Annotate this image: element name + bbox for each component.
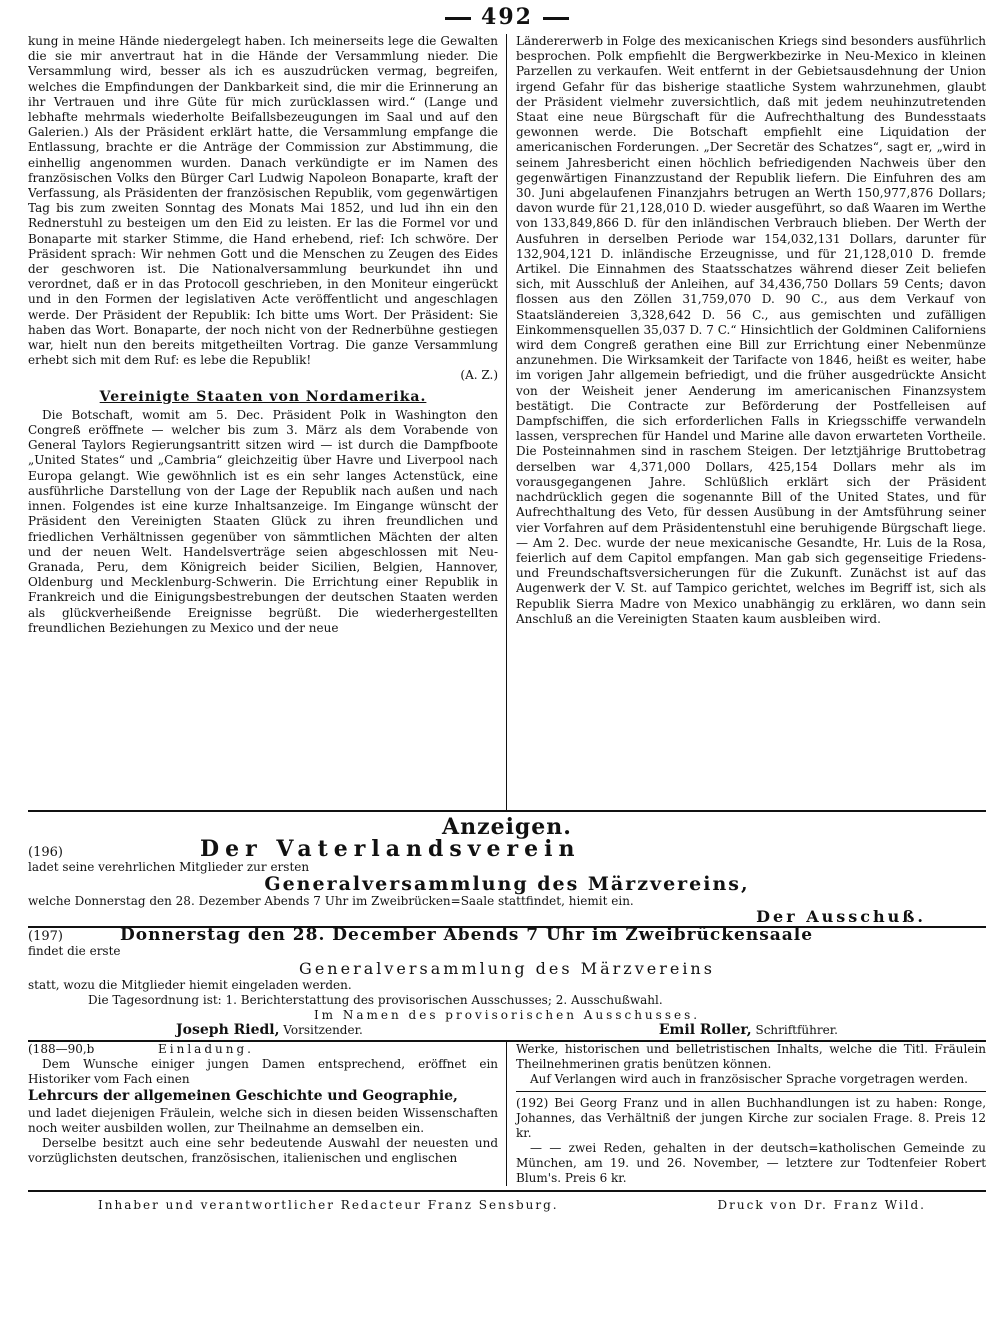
article-paragraph: Die Botschaft, womit am 5. Dec. Präsident Polk in Washington den Congreß eröffnete — welcher bis zum 3. März als dem Vorabende von General Taylors Regierungsantritt sitzen wird — ist durch die Dampfboote „United States“ und „Cambria“ gleichzeitig über Havre und Liverpool nach Europa gelangt. Wie gewöhnlich ist es ein sehr langes Actenstück, eine ausführliche Darstellung von der Lage der Republik nach außen und nach innen. Folgendes ist eine kurze Inhaltsanzeige. Im Eingange wünscht der Präsident den Vereinigten Staaten Glück zu ihren freundlichen und friedlichen Verhältnissen gegenüber von sämmtlichen Mächten der alten und der neuen Welt. Handelsverträge seien abgeschlossen mit Neu-Granada, Peru, dem Königreich beider Sicilien, Belgien, Hannover, Oldenburg und Mecklenburg-Schwerin. Die Errichtung einer Republik in Frankreich und die Einigungsbestrebungen der deutschen Staaten werden als glückverheißende Ereignisse begrüßt. Die wiederhergestellten freundlichen Beziehungen zu Mexico und der neue [28,407,499,635]
advertisement-192 [516,1096,986,1186]
ad-text: — — zwei Reden, gehalten in der deutsch=katholischen Gemeinde zu München, am 19. und 26. November, — letztere zur Todtenfeier Robert Blum's. Preis 6 kr. [516,1141,987,1185]
signature-name: Joseph Riedl, [176,1022,280,1038]
ad-headline: Donnerstag den 28. December Abends 7 Uhr im Zweibrückensaale [120,925,814,945]
ad-title: Einladung. [158,1042,254,1056]
bottom-ad-columns [28,1042,986,1186]
bottom-right-ads [516,1042,986,1186]
signature-chair [176,1023,363,1038]
imprint-editor: Inhaber und verantwortlicher Redacteur Franz Sensburg. [98,1198,559,1212]
ad-text: Im Namen des provisorischen Ausschusses. [313,1008,701,1022]
ad-text: statt, wozu die Mitglieder hiemit eingeladen werden. [28,978,352,992]
ad-signatures [28,1023,986,1038]
signature-role: Vorsitzender. [283,1023,363,1037]
ad-title: Der Vaterlandsverein [200,836,581,862]
page-number: 492 [28,0,986,34]
ad-text: findet die erste [28,944,121,958]
advertisement-197 [28,925,986,1038]
ad-text: Die Tagesordnung ist: 1. Berichterstattung des provisorischen Ausschusses; 2. Ausschußwahl. [88,993,663,1007]
ad-text: Dem Wunsche einiger jungen Damen entsprechend, eröffnet ein Historiker vom Fach einen [28,1057,499,1086]
ad-number: (196) [28,845,63,860]
ad-text: Derselbe besitzt auch eine sehr bedeutende Auswahl der neuesten und vorzüglichsten deutschen, französischen, italienischen und englischen [28,1136,499,1165]
ad-signature: Der Ausschuß. [756,907,926,926]
advertisements-title: Anzeigen. [442,814,572,840]
ad-text: ladet seine verehrlichen Mitglieder zur ersten [28,860,310,874]
advertisement-188 [28,1042,498,1186]
column-divider [506,1042,507,1186]
signature-secretary [659,1023,838,1038]
article-paragraph: kung in meine Hände niedergelegt haben. Ich meinerseits lege die Gewalten die sie mir anvertraut hat in die Hände der Versammlung nieder. Die Versammlung wird, besser als ich es auszudrücken vermag, begreifen, welches die Empfindungen der Dankbarkeit sind, die mir die Erinnerung an ihr Vertrauen und ihre Güte für mich zurücklassen wird.“ (Lange und lebhafte mehrmals wiederholte Beifallsbezeugungen im Saal und auf den Galerien.) Als der Präsident erklärt hatte, die Versammlung empfange die Entlassung, brachte er die Anträge der Commission zur Abstimmung, die einhellig angenommen wurden. Danach verkündigte er im Namen des französischen Volks den Bürger Carl Ludwig Napoleon Bonaparte, kraft der Verfassung, als Präsidenten der französischen Republik, vom gegenwärtigen Tag bis zum zweiten Sonntag des Monats Mai 1852, und lud ihn ein den Rednerstuhl zu besteigen um den Eid zu leisten. Er las die Formel vor und Bonaparte mit starker Stimme, die Hand erhebend, rief: Ich schwöre. Der Präsident sprach: Wir nehmen Gott und die Menschen zu Zeugen des Eides der geschworen ist. Die Nationalversammlung beurkundet ihn und verordnet, daß er in das Protocoll geschrieben, in den Moniteur eingerückt und in den Formen der legislativen Acte veröffentlicht und angeschlagen werde. Der Präsident der Republik: Ich bitte ums Wort. Der Präsident: Sie haben das Wort. Bonaparte, der noch nicht von der Rednerbühne gestiegen war, hielt nun den bereits mitgetheilten Vortrag. Die ganze Versammlung erhebt sich mit dem Ruf: es lebe die Republik! [28,34,499,368]
ad-text: Auf Verlangen wird auch in französischer Sprache vorgetragen werden. [530,1072,968,1086]
ad-text: Bei Georg Franz und in allen Buchhandlungen ist zu haben: Ronge, Johannes, das Verhältniß der jungen Kirche zur socialen Frage. 8. Preis 12 kr. [516,1096,987,1140]
signature-name: Emil Roller, [658,1022,752,1038]
signature-role: Schriftführer. [755,1023,838,1037]
left-column [28,34,498,810]
column-divider [506,34,507,810]
ad-headline: Generalversammlung des Märzvereins, [264,873,750,895]
imprint-rule [28,1190,986,1192]
article-paragraph: Ländererwerb in Folge des mexicanischen Kriegs sind besonders ausführlich besprochen. Polk empfiehlt die Bergwerkbezirke in Neu-Mexico in kleinen Parzellen zu verkaufen. Weit entfernt in der Gebietsausdehnung der Union irgend Gefahr für das bisherige staatliche System wahrzunehmen, glaubt der Präsident vielmehr zuversichtlich, daß mit jedem neuhinzutretenden Staat eine neue Bürgschaft für die Aufrechthaltung des Bundesstaats gewonnen werde. Die Botschaft empfiehlt eine Liquidation der americanischen Forderungen. „Der Secretär des Schatzes“, sagt er, „wird in seinem Jahresbericht einen höchlich befriedigenden Nachweis über den gegenwärtigen Finanzzustand der Republik liefern. Die Einfuhren des am 30. Juni abgelaufenen Finanzjahrs betrugen an Werth 150,977,876 Dollars; davon wurde für 21,128,010 D. wieder ausgeführt, so daß Waaren im Werthe von 133,849,866 D. für den inländischen Verbrauch blieben. Der Werth der Ausfuhren in derselben Periode war 154,032,131 Dollars, darunter für 132,904,121 D. inländische Erzeugnisse, und für 21,128,010 D. fremde Artikel. Die Einnahmen des Staatsschatzes während dieser Zeit beliefen sich, mit Ausschluß der Anleihen, auf 34,436,750 Dollars 59 Cents; davon flossen aus den Zöllen 31,759,070 D. 90 C., aus dem Verkauf von Staatsländereien 3,328,642 D. 56 C., aus gemischten und zufälligen Einkommensquellen 35,037 D. 7 C.“ Hinsichtlich der Goldminen Californiens wird dem Congreß gerathen eine Bill zur Errichtung einer Nebenmünze anzunehmen. Die Wirksamkeit der Tarifacte von 1846, heißt es weiter, habe im vorigen Jahr allgemein befriedigt, und die früher ausgedrückte Ansicht von der Weisheit jener Aenderung im americanischen Finanzsystem bestätigt. Die Contracte zur Beförderung der Postfelleisen auf Dampfschiffen, die sich erforderlichen Falls in Kriegsschiffe verwandeln lassen, versprechen für Handel und Marine alle davon erwarteten Vortheile. Die Posteinnahmen sind in raschem Steigen. Der letztjährige Bruttobetrag derselben war 4,371,000 Dollars, 425,154 Dollars mehr als im vorausgegangenen Jahre. Schlüßlich erklärt sich der Präsident nachdrücklich gegen die sogenannte Bill of the United States, und für Aufrechthaltung des Veto, für dessen Ausübung in der Amtsführung seiner vier Vorfahren auf dem Präsidentenstuhl eine beruhigende Bürgschaft liege. — Am 2. Dec. wurde der neue mexicanische Gesandte, Hr. Luis de la Rosa, feierlich auf dem Capitol empfangen. Man gab sich gegenseitige Friedens- und Freundschaftsversicherungen für die Zukunft. Zunächst ist auf das Augenwerk der V. St. auf Tampico gerichtet, welches im Begriff ist, sich als Republik Sierra Madre von Mexico unabhängig zu erklären, wo dann sein Anschluß an die Vereinigten Staaten kaum ausbleiben wird. [516,34,986,626]
article-columns [28,34,986,810]
ad-text: und ladet diejenigen Fräulein, welche sich in diesen beiden Wissenschaften noch weiter ausbilden wollen, zur Theilnahme an demselben ein. [28,1106,499,1135]
ad-rule [516,1091,986,1092]
ad-title: Generalversammlung des Märzvereins [299,959,715,978]
ad-number: (192) [516,1096,549,1110]
ad-headline: Lehrcurs der allgemeinen Geschichte und Geographie, [28,1088,458,1104]
section-heading: Vereinigte Staaten von Nordamerika. [99,388,427,405]
right-column [516,34,986,810]
imprint-printer: Druck von Dr. Franz Wild. [717,1198,926,1212]
imprint [28,1198,986,1212]
ad-number: (188—90,b [28,1042,95,1056]
ad-text: welche Donnerstag den 28. Dezember Abends 7 Uhr im Zweibrücken=Saale stattfindet, hiemit ein. [28,894,634,908]
ad-text: Werke, historischen und belletristischen Inhalts, welche die Titl. Fräulein Theilnehmerinen gratis benützen können. [516,1042,987,1071]
advertisement-196 [28,836,986,926]
source-signature: (A. Z.) [460,368,499,383]
ad-number: (197) [28,929,63,944]
